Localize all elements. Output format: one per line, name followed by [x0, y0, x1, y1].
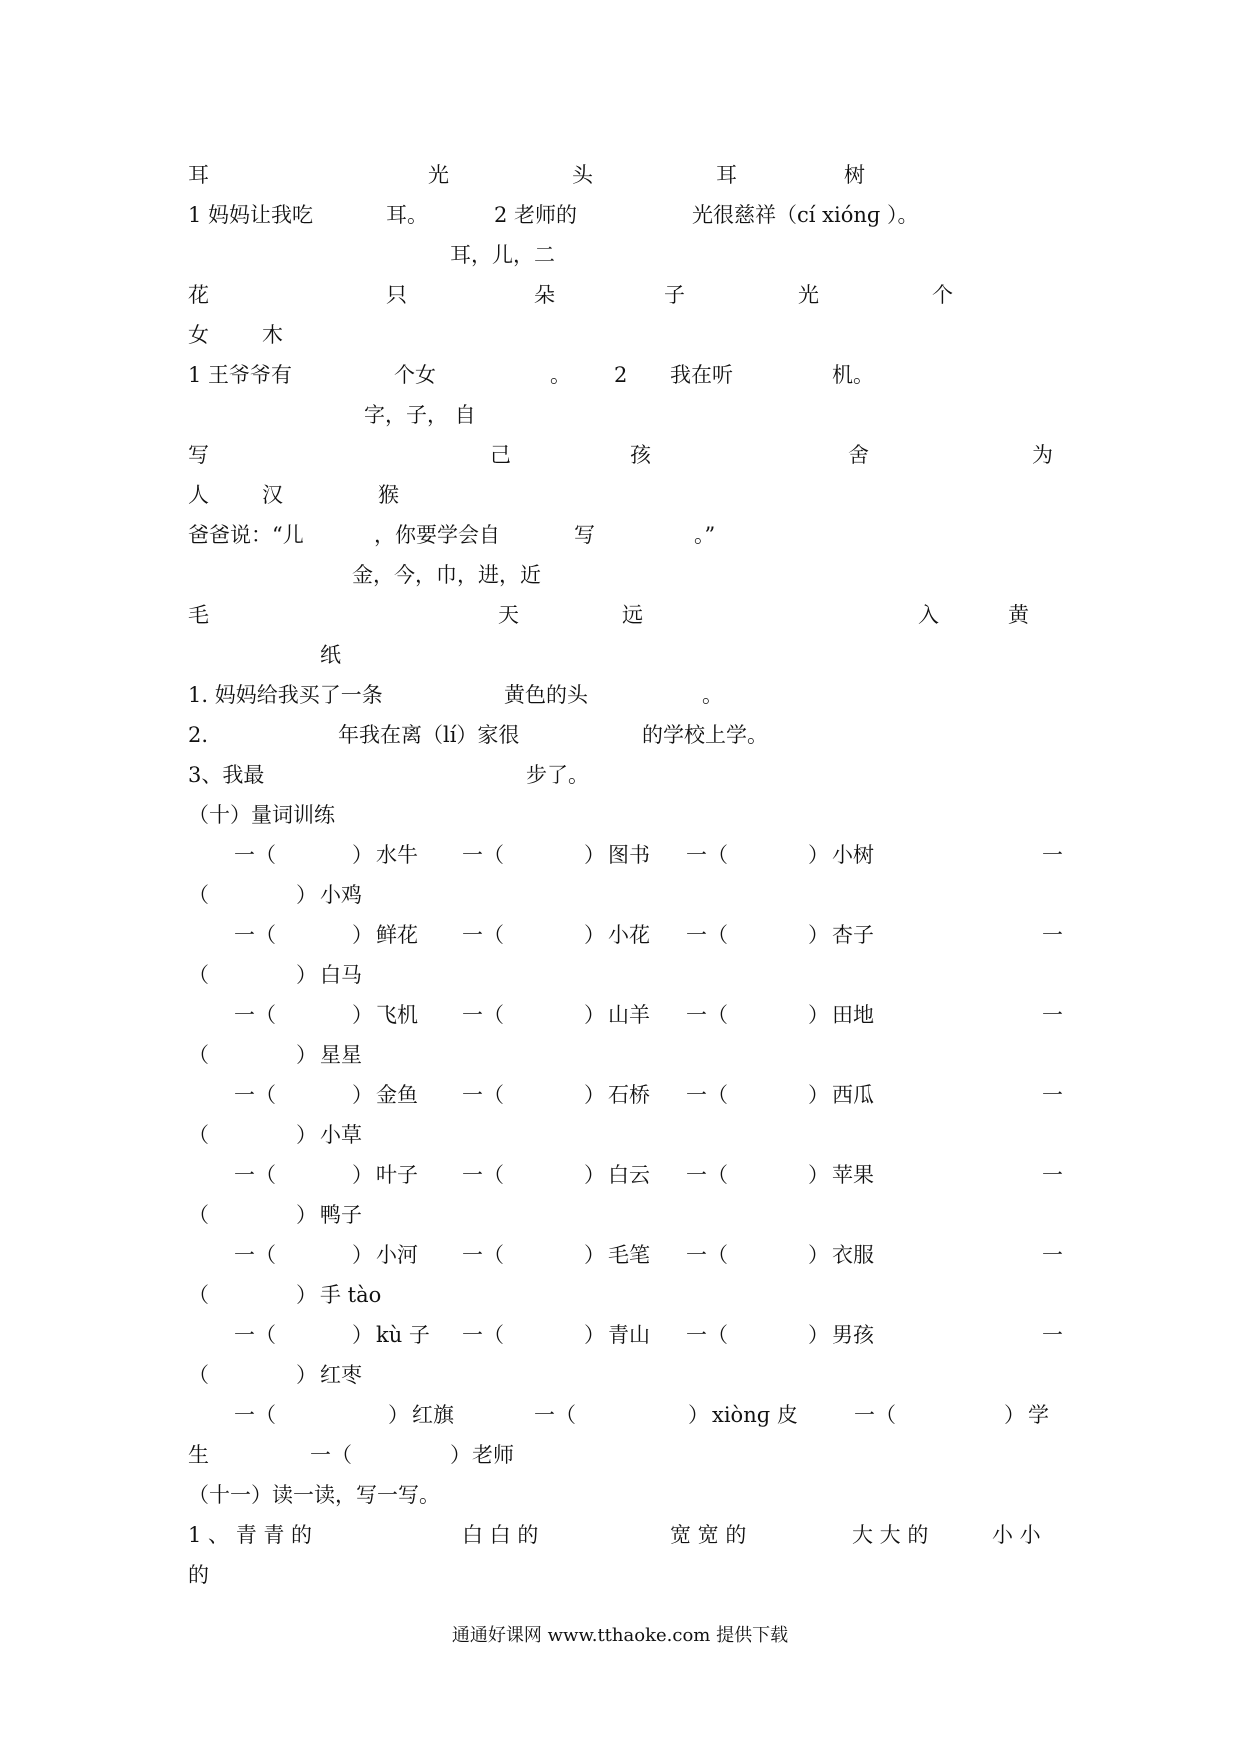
word: 舍	[848, 443, 869, 467]
measure-open: （	[188, 1123, 209, 1147]
measure-noun: 手 tào	[320, 1283, 382, 1307]
word-row	[188, 435, 1068, 475]
word: 毛	[188, 603, 209, 627]
measure-noun: 小草	[320, 1123, 362, 1147]
word: 汉	[262, 483, 283, 507]
measure-noun: 西瓜	[832, 1083, 874, 1107]
word: 耳	[188, 163, 209, 187]
measure-yi-wrap: 一	[1042, 1243, 1063, 1267]
measure-close: ）	[296, 1283, 317, 1307]
measure-row	[188, 1155, 1068, 1195]
word-row	[188, 475, 1068, 515]
measure-noun: 杏子	[832, 923, 874, 947]
measure-close: ）	[388, 1403, 409, 1427]
measure-open: 一（	[854, 1403, 896, 1427]
measure-close: ）	[808, 923, 829, 947]
measure-open: 一（	[686, 843, 728, 867]
measure-close: ）	[296, 1043, 317, 1067]
measure-noun: 苹果	[832, 1163, 874, 1187]
measure-open: 一（	[310, 1443, 352, 1467]
word: 头	[572, 163, 593, 187]
word: 女	[188, 323, 209, 347]
sentence-part: 3、我最	[188, 763, 265, 787]
measure-close: ）	[808, 1083, 829, 1107]
measure-noun: 红旗	[412, 1403, 454, 1427]
measure-yi-wrap: 一	[1042, 923, 1063, 947]
measure-close: ）	[808, 1163, 829, 1187]
sentence-row	[188, 355, 1068, 395]
word: 人	[188, 483, 209, 507]
measure-noun: 山羊	[608, 1003, 650, 1027]
reading-word: 白 白 的	[462, 1523, 539, 1547]
measure-open: 一（	[462, 1003, 504, 1027]
measure-close: ）	[296, 1203, 317, 1227]
measure-noun: 田地	[832, 1003, 874, 1027]
sentence-part: 光很慈祥（cí xiónɡ ）。	[692, 203, 919, 227]
download-footer: 通通好课网 www.tthaoke.com 提供下载	[451, 1625, 789, 1646]
word: 耳	[716, 163, 737, 187]
measure-yi-wrap: 一	[1042, 1083, 1063, 1107]
reading-row	[188, 1515, 1068, 1555]
measure-row	[188, 1435, 1068, 1475]
measure-close: ）	[296, 963, 317, 987]
measure-close: ）	[352, 1163, 373, 1187]
measure-noun: 石桥	[608, 1083, 650, 1107]
measure-open: 一（	[234, 1083, 276, 1107]
measure-open: 一（	[686, 1323, 728, 1347]
measure-noun: 小河	[376, 1243, 418, 1267]
sentence-part: 1 妈妈让我吃	[188, 203, 314, 227]
word: 花	[188, 283, 209, 307]
reading-row	[188, 1555, 1068, 1595]
measure-open: （	[188, 963, 209, 987]
measure-noun: 青山	[608, 1323, 650, 1347]
measure-close: ）	[584, 1243, 605, 1267]
measure-open: 一（	[234, 843, 276, 867]
word: 天	[498, 603, 519, 627]
measure-open: 一（	[686, 1243, 728, 1267]
word-row	[188, 595, 1068, 635]
word: 子	[664, 283, 685, 307]
measure-noun: xiònɡ 皮	[712, 1403, 798, 1427]
sentence-part: 个女	[394, 363, 436, 387]
sentence-part: 机。	[832, 363, 874, 387]
hint-row	[188, 235, 1068, 275]
measure-row	[188, 835, 1068, 875]
measure-row	[188, 955, 1068, 995]
measure-open: 一（	[234, 1403, 276, 1427]
measure-close: ）	[352, 1003, 373, 1027]
sentence-part: 黄色的头	[504, 683, 588, 707]
word: 黄	[1008, 603, 1029, 627]
section-title	[188, 1475, 1068, 1515]
hint-row	[188, 555, 1068, 595]
sentence-row	[188, 755, 1068, 795]
measure-row	[188, 875, 1068, 915]
measure-close: ）	[584, 923, 605, 947]
measure-row	[188, 1355, 1068, 1395]
word: 入	[918, 603, 939, 627]
sentence-part: 。	[550, 363, 571, 387]
measure-row	[188, 1315, 1068, 1355]
section-title-text: （十一）读一读，写一写。	[188, 1483, 440, 1507]
measure-close: ）	[808, 1323, 829, 1347]
measure-close: ）	[352, 1323, 373, 1347]
measure-row	[188, 995, 1068, 1035]
measure-row	[188, 1115, 1068, 1155]
sentence-part: ，你要学会自	[374, 523, 500, 547]
measure-open: 一（	[462, 843, 504, 867]
word: 己	[490, 443, 511, 467]
sentence-part: 年我在离（lí）家很	[338, 723, 520, 747]
word: 为	[1032, 443, 1053, 467]
sentence-part: 耳。	[386, 203, 428, 227]
sentence-part: 1 王爷爷有	[188, 363, 293, 387]
measure-close: ）	[352, 1083, 373, 1107]
word-row	[188, 635, 1068, 675]
measure-noun: 鸭子	[320, 1203, 362, 1227]
measure-open: （	[188, 1363, 209, 1387]
measure-row	[188, 1395, 1068, 1435]
measure-close: ）	[584, 1323, 605, 1347]
sentence-part: 爸爸说：“儿	[188, 523, 304, 547]
measure-open: （	[188, 883, 209, 907]
measure-close: ）	[296, 1123, 317, 1147]
measure-row	[188, 1275, 1068, 1315]
sentence-part: 。”	[694, 523, 716, 547]
sentence-row	[188, 515, 1068, 555]
measure-open: 一（	[686, 1083, 728, 1107]
measure-noun: 鲜花	[376, 923, 418, 947]
measure-close: ）	[584, 1003, 605, 1027]
word: 孩	[630, 443, 651, 467]
measure-open: 一（	[686, 1003, 728, 1027]
measure-yi-wrap: 一	[1042, 1163, 1063, 1187]
measure-close: ）	[296, 1363, 317, 1387]
reading-word: 大 大 的	[852, 1523, 929, 1547]
measure-open: （	[188, 1043, 209, 1067]
measure-close: ）	[584, 1083, 605, 1107]
measure-close: ）	[296, 883, 317, 907]
measure-close: ）	[808, 843, 829, 867]
word: 朵	[534, 283, 555, 307]
word: 光	[798, 283, 819, 307]
sentence-part: 1. 妈妈给我买了一条	[188, 683, 383, 707]
sentence-part: 2.	[188, 723, 209, 747]
reading-word: 1 、 青 青 的	[188, 1523, 313, 1547]
measure-open: 一（	[234, 1243, 276, 1267]
word: 猴	[378, 483, 399, 507]
sentence-part: 步了。	[526, 763, 589, 787]
sentence-part: 的学校上学。	[642, 723, 768, 747]
measure-open: 一（	[462, 1083, 504, 1107]
measure-close: ）	[808, 1003, 829, 1027]
measure-close: ）	[584, 1163, 605, 1187]
measure-noun: 小花	[608, 923, 650, 947]
measure-noun: 衣服	[832, 1243, 874, 1267]
measure-open: 一（	[234, 1003, 276, 1027]
measure-noun: 毛笔	[608, 1243, 650, 1267]
measure-open: 一（	[462, 1323, 504, 1347]
measure-noun: 水牛	[376, 843, 418, 867]
measure-noun: 红枣	[320, 1363, 362, 1387]
measure-open: 一（	[462, 1163, 504, 1187]
hint-row	[188, 395, 1068, 435]
measure-close: ）	[352, 923, 373, 947]
measure-open: 一（	[234, 923, 276, 947]
measure-open: 一（	[462, 923, 504, 947]
word: 纸	[320, 643, 341, 667]
measure-noun: 星星	[320, 1043, 362, 1067]
sentence-part: 我在听	[670, 363, 733, 387]
measure-row	[188, 1195, 1068, 1235]
word: 只	[386, 283, 407, 307]
sentence-part: 写	[574, 523, 595, 547]
reading-word: 小 小	[992, 1523, 1041, 1547]
measure-close: ）	[450, 1443, 471, 1467]
measure-open: 一（	[534, 1403, 576, 1427]
measure-close: ）	[584, 843, 605, 867]
measure-open: （	[188, 1203, 209, 1227]
measure-open: 一（	[234, 1323, 276, 1347]
measure-row	[188, 915, 1068, 955]
word: 光	[428, 163, 449, 187]
sentence-row	[188, 675, 1068, 715]
measure-noun: 学	[1028, 1403, 1049, 1427]
measure-noun: kù 子	[376, 1323, 430, 1347]
measure-open: 一（	[462, 1243, 504, 1267]
hint-text: 字，子， 自	[364, 403, 476, 427]
measure-row	[188, 1075, 1068, 1115]
measure-open: 一（	[686, 1163, 728, 1187]
word-row	[188, 275, 1068, 315]
measure-yi-wrap: 一	[1042, 1323, 1063, 1347]
measure-open: 一（	[234, 1163, 276, 1187]
measure-yi-wrap: 一	[1042, 1003, 1063, 1027]
measure-open: 一（	[686, 923, 728, 947]
measure-noun: 金鱼	[376, 1083, 418, 1107]
sentence-row	[188, 195, 1068, 235]
hint-text: 耳，儿，二	[450, 243, 555, 267]
measure-noun: 小鸡	[320, 883, 362, 907]
word: 个	[932, 283, 953, 307]
word-row	[188, 155, 1068, 195]
word: 树	[844, 163, 865, 187]
measure-close: ）	[1004, 1403, 1025, 1427]
measure-close: ）	[352, 843, 373, 867]
hint-text: 金，今，巾，进，近	[352, 563, 541, 587]
measure-yi-wrap: 一	[1042, 843, 1063, 867]
word: 写	[188, 443, 209, 467]
sentence-part: 2 老师的	[494, 203, 578, 227]
word: 远	[622, 603, 643, 627]
measure-noun: 小树	[832, 843, 874, 867]
measure-row	[188, 1035, 1068, 1075]
measure-noun: 图书	[608, 843, 650, 867]
measure-noun: 白云	[608, 1163, 650, 1187]
word: 木	[262, 323, 283, 347]
measure-close: ）	[808, 1243, 829, 1267]
sentence-part: 2	[614, 363, 628, 387]
measure-noun: 飞机	[376, 1003, 418, 1027]
measure-noun: 叶子	[376, 1163, 418, 1187]
measure-noun: 白马	[320, 963, 362, 987]
measure-open: （	[188, 1283, 209, 1307]
sentence-row	[188, 715, 1068, 755]
reading-word: 的	[188, 1563, 209, 1587]
measure-noun: 生	[188, 1443, 209, 1467]
section-title	[188, 795, 1068, 835]
measure-noun: 男孩	[832, 1323, 874, 1347]
sentence-part: 。	[702, 683, 723, 707]
measure-close: ）	[352, 1243, 373, 1267]
measure-close: ）	[688, 1403, 709, 1427]
measure-noun: 老师	[472, 1443, 514, 1467]
reading-word: 宽 宽 的	[670, 1523, 747, 1547]
measure-row	[188, 1235, 1068, 1275]
word-row	[188, 315, 1068, 355]
section-title-text: （十）量词训练	[188, 803, 335, 827]
